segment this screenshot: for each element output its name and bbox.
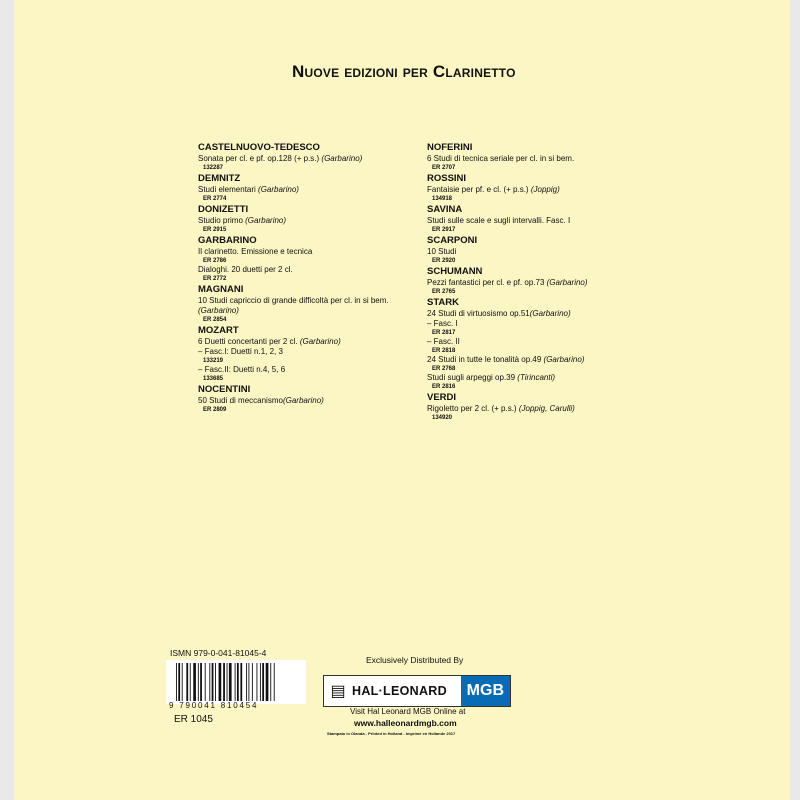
work-entry [198,365,428,375]
barcode-bar [257,663,258,701]
barcode-bar [186,663,188,701]
composer-name: MAGNANI [198,284,244,295]
page-title: Nuove edizioni per Clarinetto [292,62,516,81]
work-entry [198,154,428,164]
work-entry [198,347,428,357]
barcode-bar [198,663,199,701]
work-entry [427,309,657,319]
composer-name: GARBARINO [198,235,257,246]
work-editor: (Garbarino) [299,337,341,346]
work-entry [198,337,428,347]
catalog-code: ER 2786 [203,258,227,264]
work-title: Sonata per cl. e pf. op.128 (+ p.s.) [198,154,322,163]
barcode [166,660,306,704]
catalog-left-column [198,141,428,414]
work-title: – Fasc.II: Duetti n.4, 5, 6 [198,365,286,374]
work-title: Pezzi fantastici per cl. e pf. op.73 [427,278,547,287]
visit-text: Visit Hal Leonard MGB Online at [350,707,466,716]
work-title: 50 Studi di meccanismo [198,396,283,405]
barcode-bars [176,663,296,701]
work-editor: (Garbarino) [321,154,363,163]
catalog-code: ER 2774 [203,196,227,202]
barcode-bar [237,663,239,701]
work-entry [427,373,657,383]
barcode-bar [248,663,249,701]
barcode-bar [240,663,242,701]
barcode-bar [193,663,196,701]
composer-name: SAVINA [427,204,463,215]
barcode-bar [246,663,247,701]
work-title: Studi elementari [198,185,259,194]
work-entry [427,404,657,414]
work-title: Il clarinetto. Emissione e tecnica [198,247,313,256]
composer-name: STARK [427,297,460,308]
barcode-bar [178,663,180,701]
work-entry [198,296,428,306]
work-title: 6 Duetti concertanti per 2 cl. [198,337,300,346]
composer-name: VERDI [427,392,457,403]
work-title: 24 Studi di virtuosismo op.51 [427,309,530,318]
edition-code: ER 1045 [174,714,213,725]
barcode-bar [227,663,228,701]
catalog-code: 133685 [203,376,224,382]
catalog-code: ER 2809 [203,407,227,413]
barcode-bar [262,663,264,701]
catalog-code: ER 2772 [203,276,227,282]
work-editor: (Garbarino) [198,306,239,315]
barcode-bar [260,663,261,701]
work-title: Fantaisie per pf. e cl. (+ p.s.) [427,185,531,194]
catalog-code: 134918 [432,196,453,202]
work-entry [427,216,657,226]
distributed-by: Exclusively Distributed By [366,655,464,665]
barcode-bar [212,663,214,701]
work-title: 24 Studi in tutte le tonalità op.49 [427,355,544,364]
composer-name: SCARPONI [427,235,478,246]
composer-name: NOCENTINI [198,384,251,395]
barcode-bar [182,663,183,701]
barcode-bar [200,663,202,701]
work-editor: (Joppig, Carulli) [518,404,575,413]
work-title: Rigoletto per 2 cl. (+ p.s.) [427,404,519,413]
barcode-bar [252,663,253,701]
work-entry [427,355,657,365]
work-editor: (Garbarino) [543,355,585,364]
barcode-bar [223,663,225,701]
isbn-text: ISMN 979-0-041-81045-4 [170,648,267,658]
work-title: – Fasc.I: Duetti n.1, 2, 3 [198,347,283,356]
work-entry [198,216,428,226]
work-editor: (Garbarino) [258,185,299,194]
work-title: 10 Studi [427,247,457,256]
printed-note: Stampato in Olanda - Printed in Holland - Imprimé en Hollande 2017 [327,731,456,736]
work-title: Studi sugli arpeggi op.39 [427,373,518,382]
catalog-code: 134920 [432,415,453,421]
work-editor: (Garbarino) [245,216,287,225]
catalog-code: ER 2768 [432,366,456,372]
catalog-code: ER 2707 [432,165,456,171]
work-entry [427,154,657,164]
composer-name: ROSSINI [427,173,467,184]
work-editor: (Joppig) [530,185,560,194]
work-entry [198,265,428,275]
work-entry [427,319,657,329]
catalog-code: 133219 [203,358,224,364]
work-entry [427,185,657,195]
catalog-code: ER 2920 [432,258,456,264]
website-link[interactable]: www.halleonardmgb.com [354,718,457,728]
barcode-bar [266,663,269,701]
work-title: Dialoghi. 20 duetti per 2 cl. [198,265,293,274]
work-entry [427,337,657,347]
back-cover [14,0,790,800]
catalog-right-column [427,141,657,422]
catalog-code: ER 2915 [203,227,227,233]
barcode-bar [215,663,216,701]
barcode-bar [209,663,210,701]
composer-name: NOFERINI [427,142,473,153]
barcode-bar [176,663,177,701]
work-editor: (Tirincanti) [517,373,556,382]
work-entry [198,185,428,195]
catalog-code: ER 2816 [432,384,456,390]
barcode-bar [235,663,236,701]
work-editor: (Garbarino) [282,396,324,405]
catalog-code: ER 2818 [432,348,456,354]
catalog-code: 132287 [203,165,224,171]
work-title: 10 Studi capriccio di grande difficoltà per cl. in si bem. [198,296,389,305]
work-title: – Fasc. I [427,319,458,328]
composer-name: DEMNITZ [198,173,241,184]
barcode-bar [190,663,191,701]
catalog-code: ER 2917 [432,227,456,233]
barcode-bar [219,663,222,701]
barcode-bar [270,663,271,701]
logo-mgb: MGB [461,676,510,706]
work-title: Studi sulle scale e sugli intervalli. Fasc. I [427,216,571,225]
catalog-code: ER 2765 [432,289,456,295]
composer-name: CASTELNUOVO-TEDESCO [198,142,320,153]
barcode-bar [274,663,275,701]
composer-name: SCHUMANN [427,266,483,277]
work-entry [427,247,657,257]
work-editor: (Garbarino) [529,309,571,318]
hal-leonard-mgb-logo [323,675,511,707]
composer-name: MOZART [198,325,239,336]
work-title: Studio primo [198,216,246,225]
catalog-code: ER 2854 [203,317,227,323]
work-title: 6 Studi di tecnica seriale per cl. in si bem. [427,154,575,163]
logo-name: HAL·LEONARD [352,684,447,698]
work-title: – Fasc. II [427,337,460,346]
work-editor: (Garbarino) [546,278,588,287]
barcode-digits: 9 790041 810454 [169,701,259,710]
work-entry [198,247,428,257]
barcode-bar [229,663,232,701]
work-entry [198,396,428,406]
work-entry [427,278,657,288]
hal-leonard-mark-icon: ▤ [330,683,346,700]
composer-name: DONIZETTI [198,204,249,215]
work-entry [198,306,428,316]
catalog-code: ER 2817 [432,330,456,336]
barcode-bar [205,663,206,701]
